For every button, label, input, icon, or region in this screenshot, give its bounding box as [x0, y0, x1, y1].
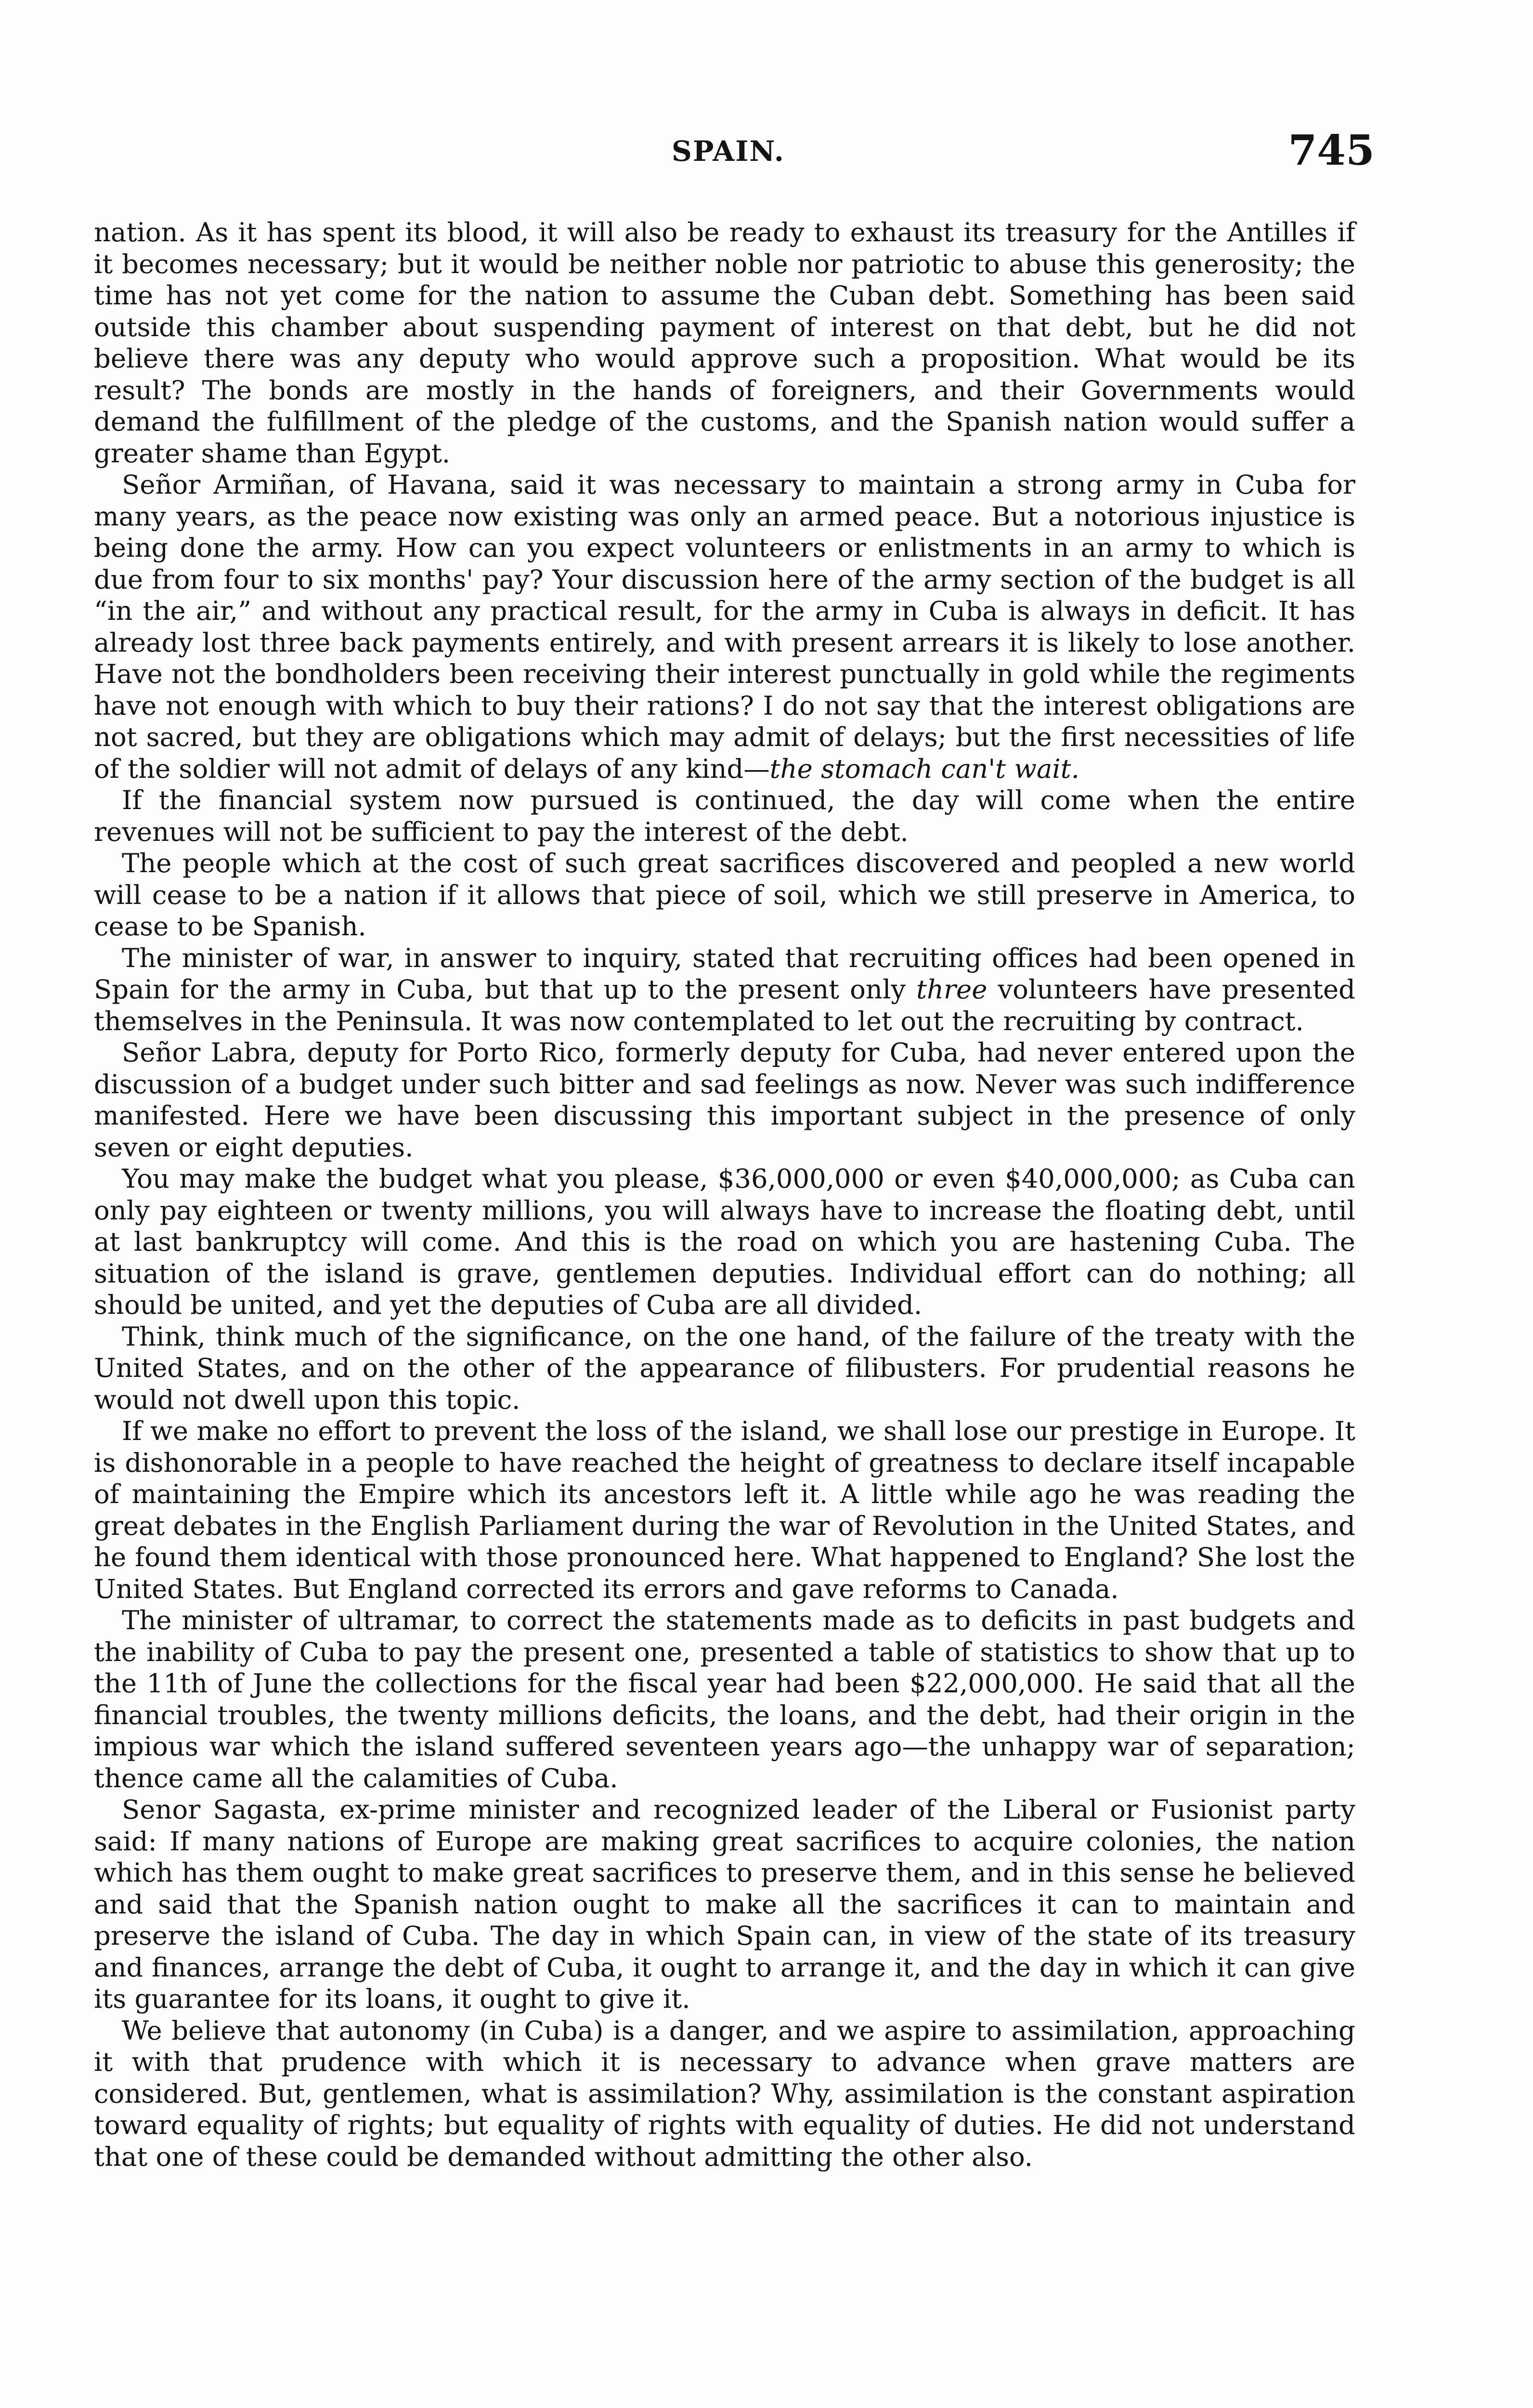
paragraph: You may make the budget what you please, $36,000,000 or even $40,000,000; as Cuba can only pay eighteen or twenty millions, you will always have to increase the floating debt, until at last bankruptcy will come. And this is the road on which you are hastening Cuba. The situation of the island is grave, gentlemen deputies. Individual effort can do nothing; all should be united, and yet the deputies of Cuba are all divided. [94, 1164, 1355, 1320]
body-text [94, 217, 1355, 2172]
page-number: 745 [1288, 126, 1375, 175]
paragraph [94, 469, 1355, 785]
paragraph: Senor Sagasta, ex-prime minister and recognized leader of the Liberal or Fusionist party said: If many nations of Europe are making great sacrifices to acquire colonies, the nation which has them ought to make great sacrifices to preserve them, and in this sense he believed and said that the Spanish nation ought to make all the sacrifices it can to maintain and preserve the island of Cuba. The day in which Spain can, in view of the state of its treasury and finances, arrange the debt of Cuba, it ought to arrange it, and the day in which it can give its guarantee for its loans, it ought to give it. [94, 1794, 1355, 2014]
paragraph: If the financial system now pursued is continued, the day will come when the entire revenues will not be sufficient to pay the interest of the debt. [94, 785, 1355, 847]
paragraph-text: Señor Armiñan, of Havana, said it was necessary to maintain a strong army in Cuba for many years, as the peace now existing was only an armed peace. But a notorious injustice is being done the army. How can you expect volunteers or enlistments in an army to which is due from four to six months' pay? Your discussion here of the army section of the budget is all “in the air,” and without any practical result, for the army in Cuba is always in deficit. It has already lost three back payments entirely, and with present arrears it is likely to lose another. Have not the bondholders been receiving their interest punctually in gold while the regiments have not enough with which to buy their rations? I do not say that the interest obligations are not sacred, but they are obligations which may admit of delays; but the first necessities of life of the soldier will not admit of delays of any kind— [94, 470, 1355, 784]
paragraph: nation. As it has spent its blood, it will also be ready to exhaust its treasury for the Antilles if it becomes necessary; but it would be neither noble nor patriotic to abuse this generosity; the time has not yet come for the nation to assume the Cuban debt. Something has been said outside this chamber about suspending payment of interest on that debt, but he did not believe there was any deputy who would approve such a proposition. What would be its result? The bonds are mostly in the hands of foreigners, and their Governments would demand the fulfillment of the pledge of the customs, and the Spanish nation would suffer a greater shame than Egypt. [94, 217, 1355, 469]
running-head: SPAIN. [672, 135, 785, 168]
italic-phrase: the stomach can't wait. [769, 753, 1079, 784]
paragraph-text: The minister of war, in answer to inquiry, stated that recruiting offices had been opened in Spain for the army in Cuba, but that up to the present only [94, 942, 1355, 1005]
paragraph [94, 942, 1355, 1037]
paragraph: If we make no effort to prevent the loss of the island, we shall lose our prestige in Europe. It is dishonorable in a people to have reached the height of greatness to declare itself incapable of maintaining the Empire which its ancestors left it. A little while ago he was reading the great debates in the English Parliament during the war of Revolution in the United States, and he found them identical with those pronounced here. What happened to England? She lost the United States. But England corrected its errors and gave reforms to Canada. [94, 1416, 1355, 1604]
paragraph: The minister of ultramar, to correct the statements made as to deficits in past budgets and the inability of Cuba to pay the present one, presented a table of statistics to show that up to the 11th of June the collections for the fiscal year had been $22,000,000. He said that all the financial troubles, the twenty millions deficits, the loans, and the debt, had their origin in the impious war which the island suffered seventeen years ago—the unhappy war of separation; thence came all the calamities of Cuba. [94, 1605, 1355, 1793]
page-header [94, 126, 1375, 179]
paragraph: We believe that autonomy (in Cuba) is a danger, and we aspire to assimilation, approaching it with that prudence with which it is necessary to advance when grave matters are considered. But, gentlemen, what is assimilation? Why, assimilation is the constant aspiration toward equality of rights; but equality of rights with equality of duties. He did not understand that one of these could be demanded without admitting the other also. [94, 2015, 1355, 2172]
paragraph: Señor Labra, deputy for Porto Rico, formerly deputy for Cuba, had never entered upon the discussion of a budget under such bitter and sad feelings as now. Never was such indifference manifested. Here we have been discussing this important subject in the presence of only seven or eight deputies. [94, 1037, 1355, 1163]
paragraph: Think, think much of the significance, on the one hand, of the failure of the treaty with the United States, and on the other of the appearance of filibusters. For prudential reasons he would not dwell upon this topic. [94, 1321, 1355, 1415]
paragraph: The people which at the cost of such great sacrifices discovered and peopled a new world will cease to be a nation if it allows that piece of soil, which we still preserve in America, to cease to be Spanish. [94, 848, 1355, 942]
italic-word: three [916, 974, 987, 1005]
paragraph-text: volunteers have presented themselves in the Peninsula. It was now contemplated to let out the recruiting by contract. [94, 974, 1355, 1036]
